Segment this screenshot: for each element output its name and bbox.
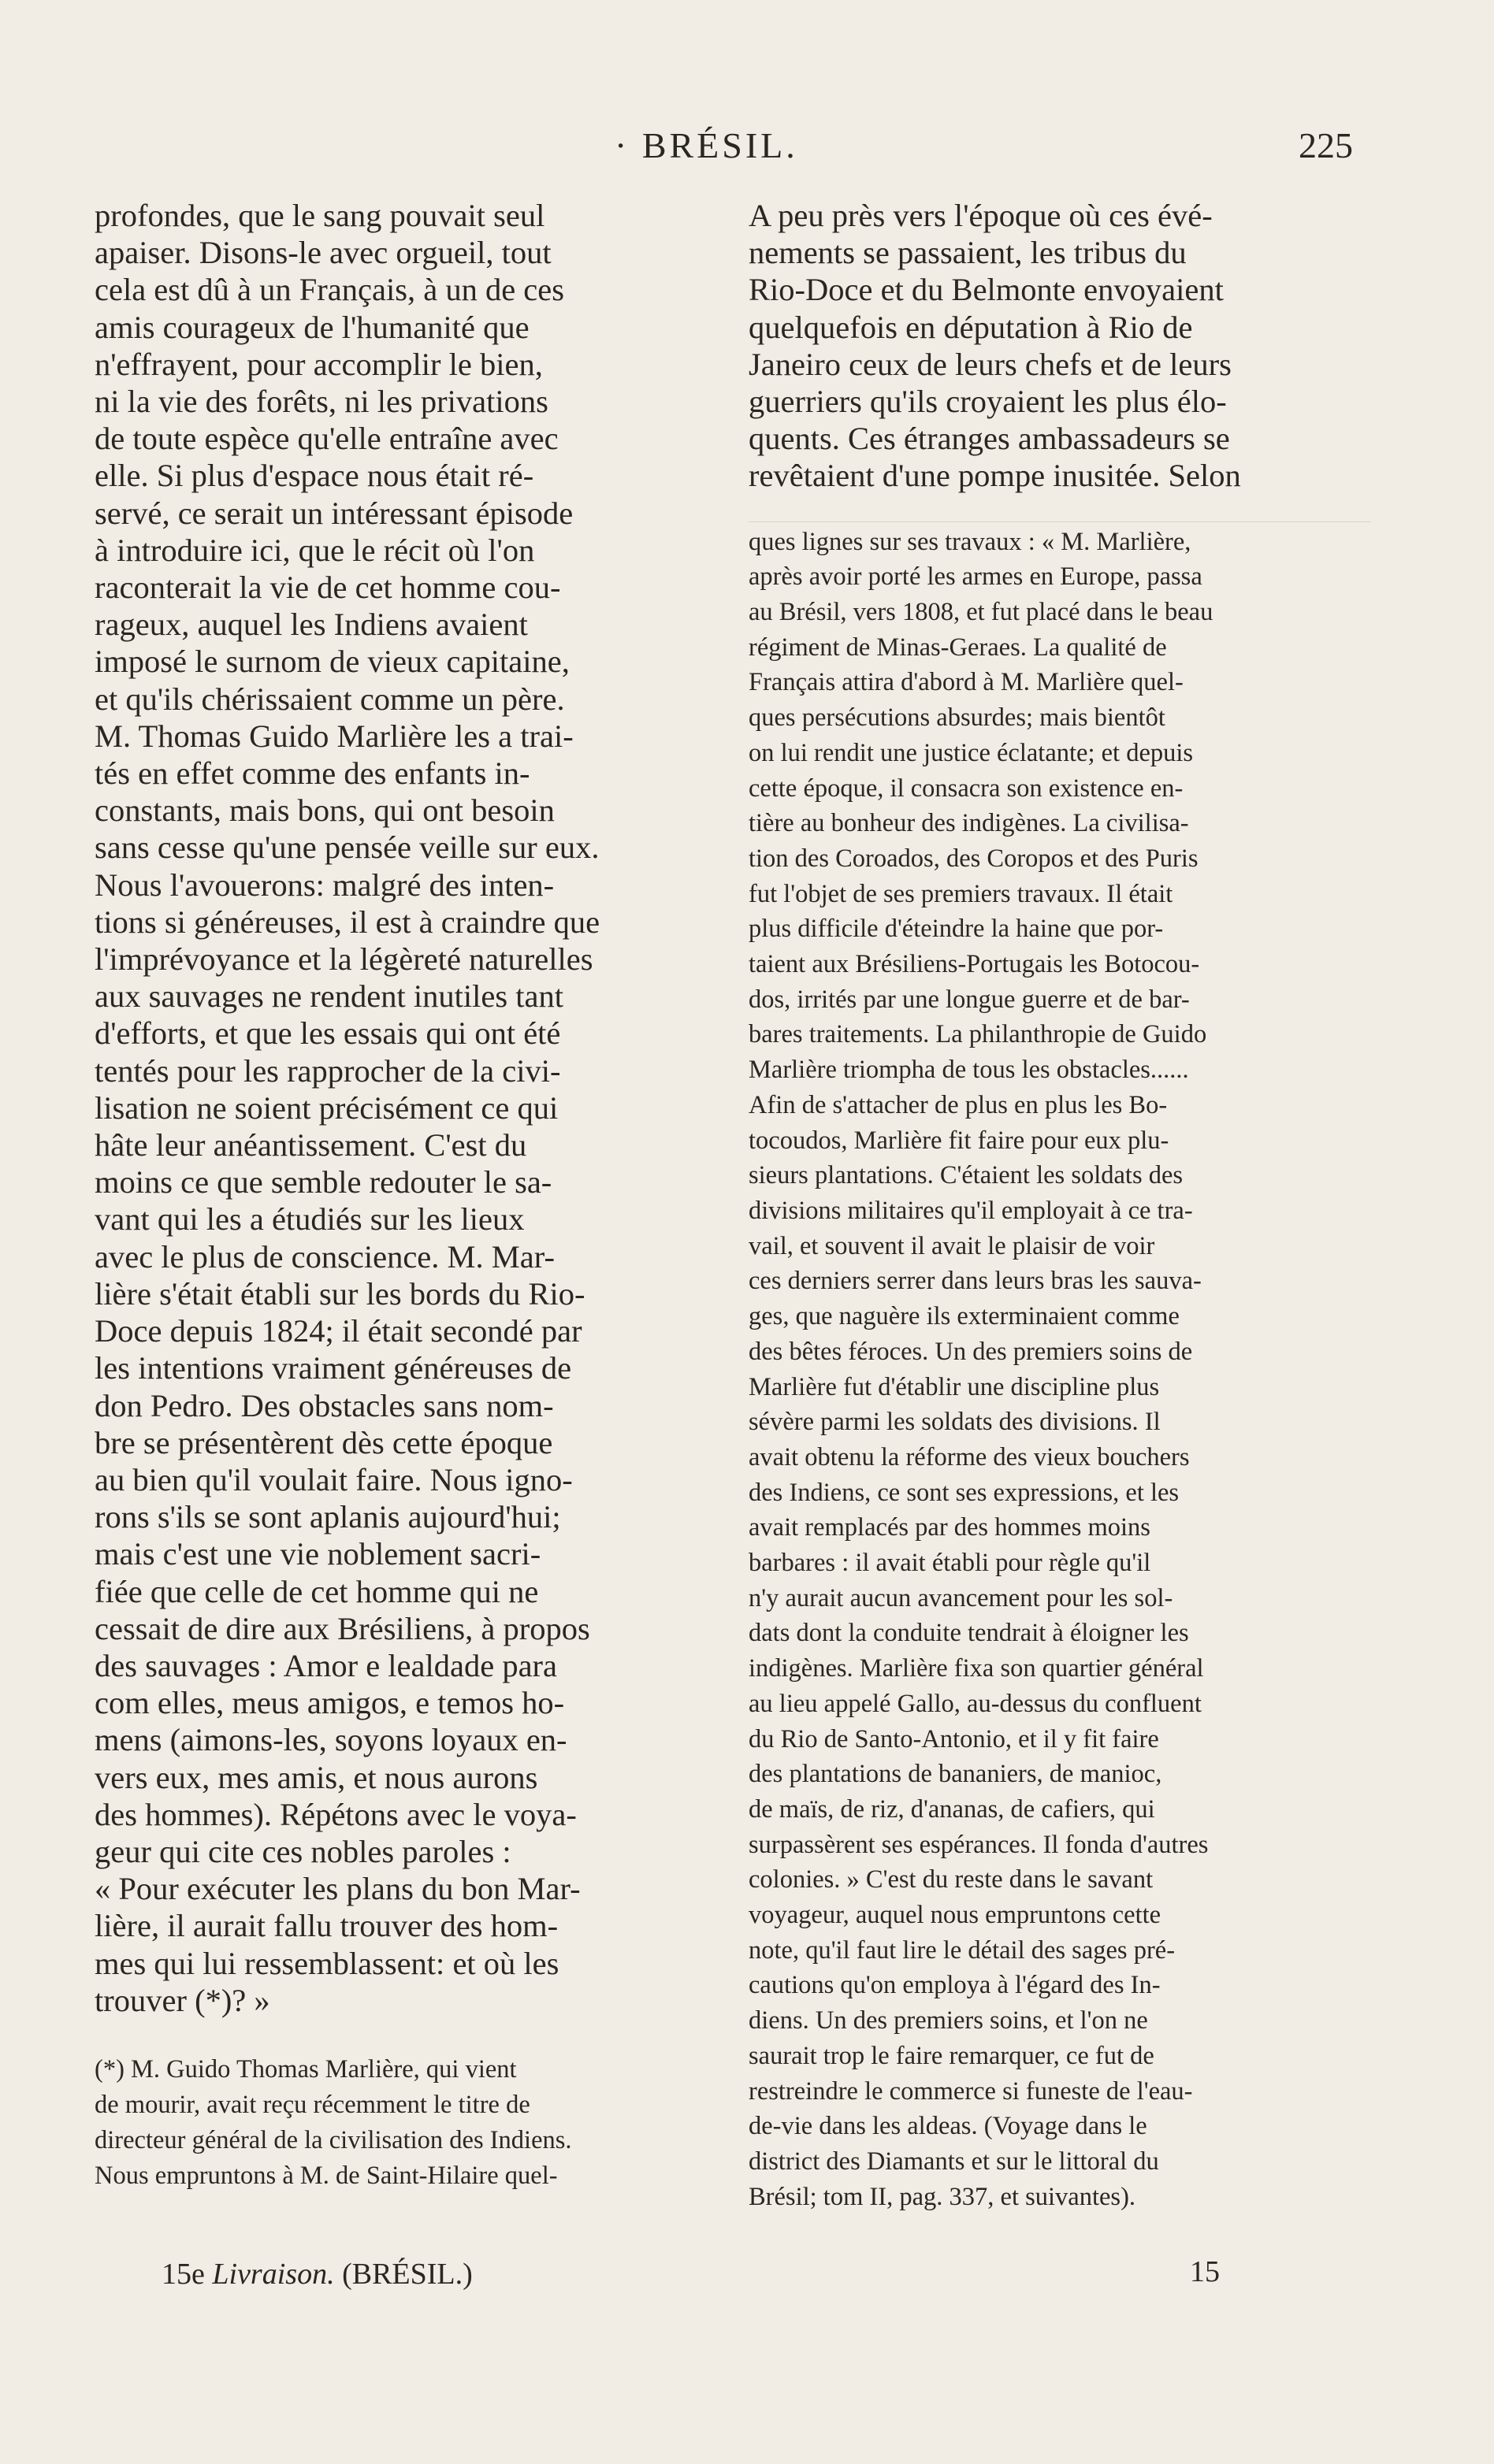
signature-number: 15e [162, 2258, 205, 2291]
sheet-number: 15 [1190, 2255, 1220, 2288]
signature-book: (BRÉSIL.) [342, 2258, 473, 2291]
right-column [749, 197, 1371, 2214]
page-header [0, 124, 1494, 172]
right-column-text: A peu près vers l'époque où ces évé- nements se passaient, les tribus du Rio-Doce et du Belmonte envoyaient quelquefois en députation à Rio de Janeiro ceux de leurs chefs et de leurs guerriers qu'ils croyaient les plus élo- quents. Ces étranges ambassadeurs se revêtaient d'une pompe inusitée. Selon [749, 198, 1241, 494]
running-title: · BRÉSIL. [615, 125, 798, 165]
left-column-text: profondes, que le sang pouvait seul apaiser. Disons-le avec orgueil, tout cela est dû à un Français, à un de ces amis courageux de l'humanité que n'effrayent, pour accomplir le bien, ni la vie des forêts, ni les privations de toute espèce qu'elle entraîne avec elle. Si plus d'espace nous était ré- servé, ce serait un intéressant épisode à introduire ici, que le récit où l'on raconterait la vie de cet homme cou- rageux, auquel les Indiens avaient imposé le surnom de vieux capitaine, et qu'ils chérissaient comme un père. M. Thomas Guido Marlière les a trai- tés en effet comme des enfants in- constants, mais bons, qui ont besoin sans cesse qu'une pensée veille sur eux. Nous l'avouerons: malgré des inten- tions si généreuses, il est à craindre que l'imprévoyance et la légèreté naturelles aux sauvages ne rendent inutiles tant d'efforts, et que les essais qui ont été tentés pour les rapprocher de la civi- lisation ne soient précisément ce qui hâte leur anéantissement. C'est du moins ce que semble redouter le sa- vant qui les a étudiés sur les lieux avec le plus de conscience. M. Mar- lière s'était établi sur les bords du Rio- Doce depuis 1824; il était secondé par les intentions vraiment généreuses de don Pedro. Des obstacles sans nom- bre se présentèrent dès cette époque au bien qu'il voulait faire. Nous igno- rons s'ils se sont aplanis aujourd'hui; mais c'est une vie noblement sacri- fiée que celle de cet homme qui ne cessait de dire aux Brésiliens, à propos des sauvages : Amor e lealdade para com elles, meus amigos, e temos ho- mens (aimons-les, soyons loyaux en- vers eux, mes amis, et nous aurons des hommes). Répétons avec le voya- geur qui cite ces nobles paroles : « Pour exécuter les plans du bon Mar- lière, il aurait fallu trouver des hom- mes qui lui ressemblassent: et où les trouver (*)? » [95, 198, 600, 2018]
page-number: 225 [1299, 125, 1353, 165]
footnote-start: (*) M. Guido Thomas Marlière, qui vient de mourir, avait reçu récemment le titre de directeur général de la civilisation des Indiens. Nous empruntons à M. de Saint-Hilaire quel- [95, 2054, 572, 2190]
footnote-continued: ques lignes sur ses travaux : « M. Marlière, après avoir porté les armes en Europe, passa au Brésil, vers 1808, et fut placé dans le beau régiment de Minas-Geraes. La qualité de Français attira d'abord à M. Marlière quel- ques persécutions absurdes; mais bientôt on lui rendit une justice éclatante; et depuis cette époque, il consacra son existence en- tière au bonheur des indigènes. La civilisa- tion des Coroados, des Coropos et des Puris fut l'objet de ses premiers travaux. Il était plus difficile d'éteindre la haine que por- taient aux Brésiliens-Portugais les Botocou- dos, irrités par une longue guerre et de bar- bares traitements. La philanthropie de Guido Marlière triompha de tous les obstacles...... Afin de s'attacher de plus en plus les Bo- tocoudos, Marlière fit faire pour eux plu- sieurs plantations. C'étaient les soldats des divisions militaires qu'il employait à ce tra- vail, et souvent il avait le plaisir de voir ces derniers serrer dans leurs bras les sauva- ges, que naguère ils exterminaient comme des bêtes féroces. Un des premiers soins de Marlière fut d'établir une discipline plus sévère parmi les soldats des divisions. Il avait obtenu la réforme des vieux bouchers des Indiens, ce sont ses expressions, et les avait remplacés par des hommes moins barbares : il avait établi pour règle qu'il n'y aurait aucun avancement pour les sol- dats dont la conduite tendrait à éloigner les indigènes. Marlière fixa son quartier général au lieu appelé Gallo, au-dessus du confluent du Rio de Santo-Antonio, et il y fit faire des plantations de bananiers, de manioc, de maïs, de riz, d'ananas, de cafiers, qui surpassèrent ses espérances. Il fonda d'autres colonies. » C'est du reste dans le savant voyageur, auquel nous empruntons cette note, qu'il faut lire le détail des sages pré- cautions qu'on employa à l'égard des In- diens. Un des premiers soins, et l'on ne saurait trop le faire remarquer, ce fut de restreindre le commerce si funeste de l'eau- de-vie dans les aldeas. (Voyage dans le district des Diamants et sur le littoral du Brésil; tom II, pag. 337, et suivantes). [749, 527, 1213, 2211]
left-column [95, 197, 717, 2194]
footnote-divider [749, 521, 1371, 522]
signature-mark [162, 2257, 473, 2291]
signature-word: Livraison. [212, 2258, 335, 2291]
